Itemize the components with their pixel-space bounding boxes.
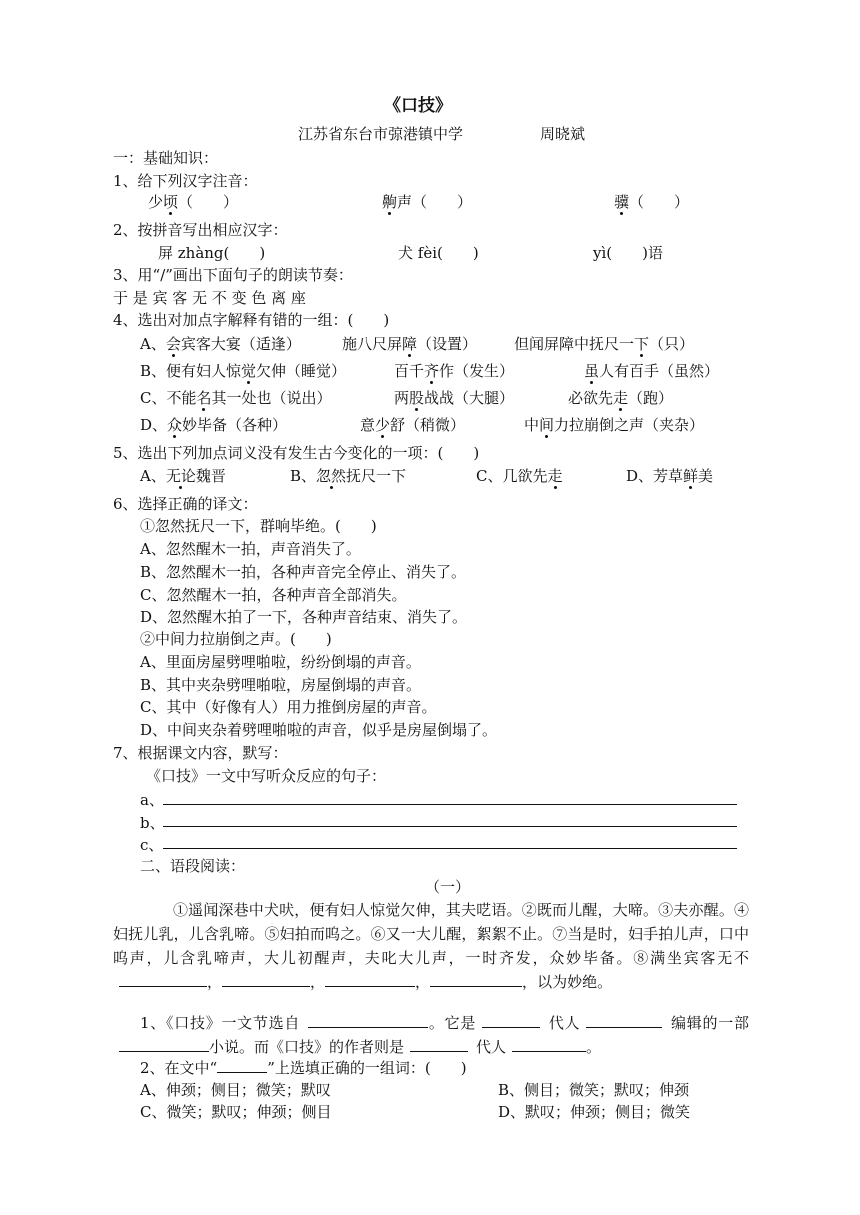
question-1-item-c: 骥（ ） [614, 193, 690, 211]
question-1-item-b: 齁声（ ） [382, 193, 473, 211]
reading-question-1: 1、《口技》一文节选自 。它是 代人 编辑的一部小说。而《口技》的作者则是 代人 。 [113, 1011, 749, 1059]
reading-passage: ①遥闻深巷中犬吠，便有妇人惊觉欠伸，其夫呓语。②既而儿醒，大啼。③夫亦醒。④妇抚儿乳，儿含乳啼。⑤妇拍而呜之。⑥又一大儿醒，絮絮不止。⑦当是时，妇手拍儿声，口中呜声，儿含乳啼声，大儿初醒声，夫叱大儿声，一时齐发，众妙毕备。⑧满坐宾客无不， ， ， ，以为妙绝。 [113, 901, 749, 991]
question-1-item-a: 少顷（ ） [148, 193, 239, 211]
passage-blank[interactable] [119, 971, 207, 987]
page-title: 《口技》 [384, 96, 452, 116]
answer-blank[interactable] [119, 1036, 209, 1052]
reading-question-2-option-b: B、侧目；微笑；默叹；伸颈 [498, 1081, 690, 1099]
question-6-s2-option-c: C、其中（好像有人）用力推倒房屋的声音。 [140, 698, 437, 716]
question-4-option-b: B、便有妇人惊觉欠伸（睡觉） [140, 362, 347, 380]
emphasis-dot: 骥 [614, 193, 630, 211]
question-2-item-a: 屏 zhàng( ) [158, 244, 266, 262]
inline-blank [217, 1057, 267, 1073]
emphasis-dot: 顷 [163, 193, 179, 211]
byline-school: 江苏省东台市弶港镇中学 [298, 125, 464, 143]
question-6-s2-option-b: B、其中夹杂劈哩啪啦，房屋倒塌的声音。 [140, 676, 422, 694]
question-6-sentence-1: ①忽然抚尺一下，群响毕绝。( ) [140, 517, 377, 535]
question-7-stem: 7、根据课文内容，默写： [113, 744, 288, 762]
question-7-prompt: 《口技》一文中写听众反应的句子： [146, 767, 387, 785]
question-4-option-c: C、不能名其一处也（说出） [140, 389, 332, 407]
question-4-option-d: D、众妙毕备（各种） [140, 416, 288, 434]
passage-blank[interactable] [222, 971, 310, 987]
answer-blank[interactable] [482, 1012, 540, 1028]
passage-blank[interactable] [430, 971, 522, 987]
reading-question-2-stem: 2、在文中“ ”上选填正确的一组词：( ) [140, 1059, 467, 1077]
passage-blank[interactable] [325, 971, 415, 987]
question-2-item-b: 犬 fèi( ) [398, 244, 479, 262]
question-6-stem: 6、选择正确的译文： [113, 495, 258, 513]
question-6-s2-option-d: D、中间夹杂着劈哩啪啦的声音，似乎是房屋倒塌了。 [140, 721, 498, 739]
question-4-option-a: A、会宾客大宴（适逢） [140, 335, 301, 353]
emphasis-dot: 齁 [382, 193, 398, 211]
reading-question-2-option-a: A、伸颈；侧目；微笑；默叹 [140, 1081, 331, 1099]
answer-line-c[interactable] [163, 848, 737, 849]
answer-label-b: b、 [140, 814, 165, 832]
answer-blank[interactable] [586, 1012, 662, 1028]
answer-blank[interactable] [512, 1036, 586, 1052]
section-heading-reading: 二、语段阅读： [140, 857, 246, 875]
question-5-option-a: A、无论魏晋 [140, 467, 226, 485]
question-6-s2-option-a: A、里面房屋劈哩啪啦，纷纷倒塌的声音。 [140, 653, 421, 671]
question-5-option-b: B、忽然抚尺一下 [290, 467, 407, 485]
question-6-sentence-2: ②中间力拉崩倒之声。( ) [140, 630, 332, 648]
question-6-s1-option-a: A、忽然醒木一拍，声音消失了。 [140, 540, 361, 558]
answer-line-b[interactable] [163, 826, 737, 827]
question-5-stem: 5、选出下列加点词义没有发生古今变化的一项：( ) [113, 444, 480, 462]
section-heading-basics: 一：基础知识： [113, 149, 219, 167]
byline-author: 周晓斌 [540, 125, 586, 143]
answer-line-a[interactable] [163, 804, 737, 805]
question-6-s1-option-b: B、忽然醒木一拍，各种声音完全停止、消失了。 [140, 563, 467, 581]
passage-number: （一） [425, 878, 471, 896]
question-3-stem: 3、用“/”画出下面句子的朗读节奏： [113, 266, 353, 284]
question-6-s1-option-c: C、忽然醒木一拍，各种声音全部消失。 [140, 586, 407, 604]
reading-question-2-option-c: C、微笑；默叹；伸颈；侧目 [140, 1103, 332, 1121]
question-6-s1-option-d: D、忽然醒木拍了一下，各种声音结束、消失了。 [140, 608, 468, 626]
answer-label-a: a、 [140, 791, 164, 809]
question-2-item-c: yì( )语 [593, 244, 663, 262]
question-2-stem: 2、按拼音写出相应汉字： [113, 221, 288, 239]
question-1-stem: 1、给下列汉字注音： [113, 172, 258, 190]
question-5-option-d: D、芳草鲜美 [626, 467, 714, 485]
question-4-stem: 4、选出对加点字解释有错的一组：( ) [113, 311, 390, 329]
answer-blank[interactable] [410, 1036, 468, 1052]
reading-question-2-option-d: D、默叹；伸颈；侧目；微笑 [498, 1103, 691, 1121]
question-3-sentence: 于 是 宾 客 无 不 变 色 离 座 [113, 289, 306, 307]
answer-label-c: c、 [140, 836, 164, 854]
question-5-option-c: C、几欲先走 [476, 467, 563, 485]
answer-blank[interactable] [308, 1012, 428, 1028]
